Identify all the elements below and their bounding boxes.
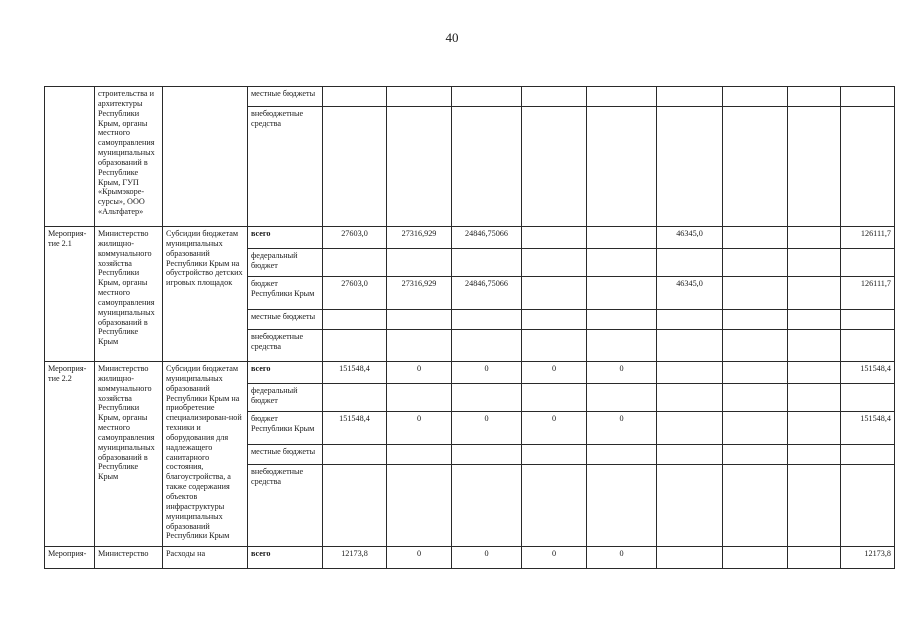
source-cell: всего bbox=[248, 547, 323, 569]
total-cell: 126111,7 bbox=[841, 277, 895, 310]
value-cell: 27316,929 bbox=[387, 227, 452, 249]
source-cell: внебюджетные средства bbox=[248, 330, 323, 362]
value-cell: 0 bbox=[587, 362, 657, 384]
value-cell: 46345,0 bbox=[657, 227, 723, 249]
value-cell bbox=[522, 227, 587, 249]
value-cell: 0 bbox=[452, 412, 522, 445]
value-cell: 151548,4 bbox=[323, 412, 387, 445]
value-cell bbox=[657, 362, 723, 384]
total-cell: 151548,4 bbox=[841, 412, 895, 445]
description-cell: Расходы на bbox=[163, 547, 248, 569]
source-cell: федеральный бюджет bbox=[248, 384, 323, 412]
value-cell: 27603,0 bbox=[323, 277, 387, 310]
value-cell bbox=[788, 412, 841, 445]
executor-cell: Министерство жилищно-коммунального хозяйства Республики Крым, органы местного самоуправления муниципальных образований в Республике Крым bbox=[95, 362, 163, 547]
source-cell: местные бюджеты bbox=[248, 445, 323, 465]
page-number: 40 bbox=[445, 30, 459, 45]
value-cell: 27316,929 bbox=[387, 277, 452, 310]
value-cell bbox=[723, 412, 788, 445]
source-cell: федеральный бюджет bbox=[248, 249, 323, 277]
value-cell: 24846,75066 bbox=[452, 227, 522, 249]
source-cell: бюджет Республики Крым bbox=[248, 412, 323, 445]
value-cell: 0 bbox=[522, 547, 587, 569]
value-cell: 0 bbox=[452, 547, 522, 569]
budget-table bbox=[44, 86, 895, 569]
table-row bbox=[45, 227, 895, 249]
source-cell: всего bbox=[248, 362, 323, 384]
value-cell bbox=[788, 277, 841, 310]
value-cell bbox=[657, 547, 723, 569]
value-cell bbox=[723, 277, 788, 310]
total-cell: 126111,7 bbox=[841, 227, 895, 249]
source-cell: внебюджетные средства bbox=[248, 465, 323, 547]
description-cell: Субсидии бюджетам муниципальных образований Республики Крым на обустройство детских игровых площадок bbox=[163, 227, 248, 362]
value-cell: 0 bbox=[387, 547, 452, 569]
value-cell: 0 bbox=[522, 412, 587, 445]
value-cell: 24846,75066 bbox=[452, 277, 522, 310]
event-cell: Мероприя-тие 2.1 bbox=[45, 227, 95, 362]
value-cell: 151548,4 bbox=[323, 362, 387, 384]
value-cell bbox=[723, 227, 788, 249]
event-cell bbox=[45, 87, 95, 227]
event-cell: Мероприя- bbox=[45, 547, 95, 569]
source-cell: местные бюджеты bbox=[248, 87, 323, 107]
event-cell: Мероприя-тие 2.2 bbox=[45, 362, 95, 547]
value-cell: 27603,0 bbox=[323, 227, 387, 249]
value-cell bbox=[788, 362, 841, 384]
value-cell: 0 bbox=[452, 362, 522, 384]
value-cell bbox=[723, 547, 788, 569]
value-cell: 0 bbox=[387, 412, 452, 445]
value-cell: 0 bbox=[587, 547, 657, 569]
value-cell: 0 bbox=[387, 362, 452, 384]
source-cell: местные бюджеты bbox=[248, 310, 323, 330]
source-cell: всего bbox=[248, 227, 323, 249]
table-row bbox=[45, 87, 895, 107]
table-row bbox=[45, 547, 895, 569]
value-cell: 12173,8 bbox=[323, 547, 387, 569]
value-cell: 0 bbox=[522, 362, 587, 384]
value-cell bbox=[587, 227, 657, 249]
total-cell: 151548,4 bbox=[841, 362, 895, 384]
value-cell bbox=[522, 277, 587, 310]
table-row bbox=[45, 362, 895, 384]
executor-cell: строительства и архитектуры Республики Крым, органы местного самоуправления муниципальных образований в Республике Крым, ГУП «Крымэкоре-сурсы», ООО «Альтфатер» bbox=[95, 87, 163, 227]
executor-cell: Министерство bbox=[95, 547, 163, 569]
value-cell bbox=[788, 547, 841, 569]
description-cell bbox=[163, 87, 248, 227]
value-cell: 46345,0 bbox=[657, 277, 723, 310]
source-cell: внебюджетные средства bbox=[248, 107, 323, 227]
total-cell: 12173,8 bbox=[841, 547, 895, 569]
description-cell: Субсидии бюджетам муниципальных образований Республики Крым на приобретение специализирован-ной техники и оборудования для надлежащего санитарного состояния, благоустройства, а также содержания объектов инфраструктуры муниципальных образований Республики Крым bbox=[163, 362, 248, 547]
value-cell bbox=[723, 362, 788, 384]
source-cell: бюджет Республики Крым bbox=[248, 277, 323, 310]
value-cell bbox=[657, 412, 723, 445]
executor-cell: Министерство жилищно-коммунального хозяйства Республики Крым, органы местного самоуправления муниципальных образований в Республике Крым bbox=[95, 227, 163, 362]
value-cell bbox=[587, 277, 657, 310]
value-cell bbox=[788, 227, 841, 249]
value-cell: 0 bbox=[587, 412, 657, 445]
